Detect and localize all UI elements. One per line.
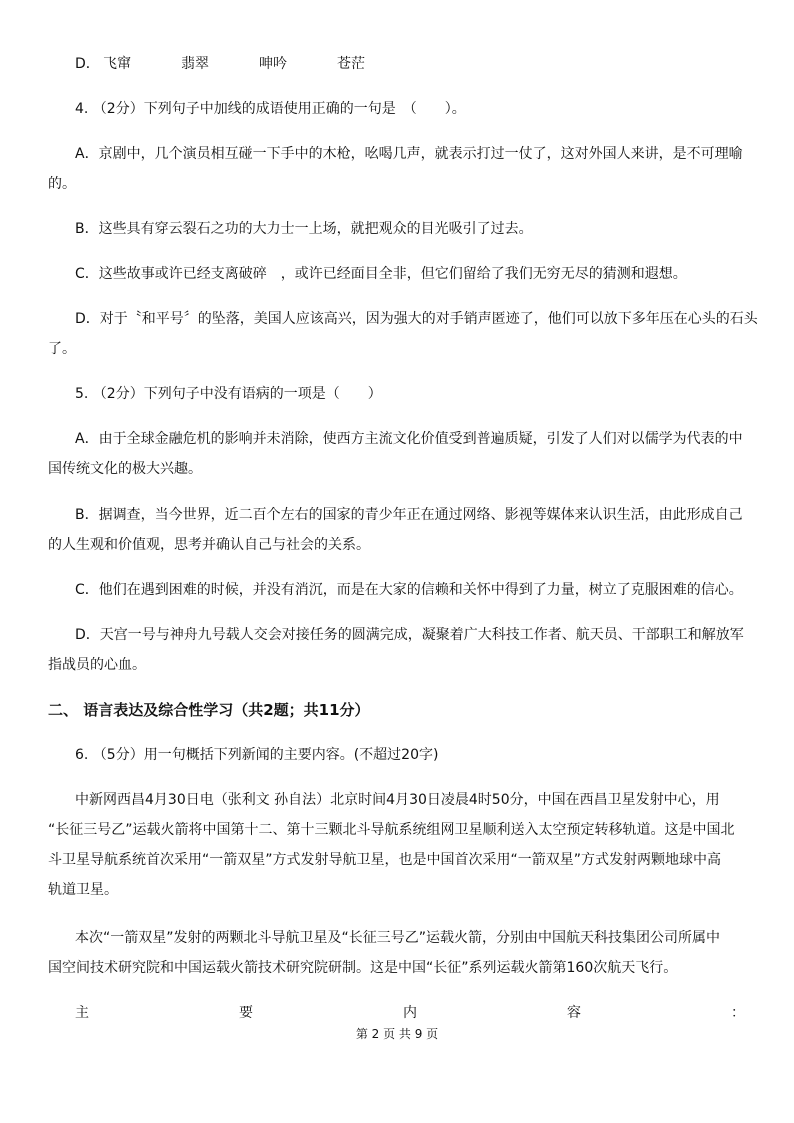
- q6-news-p2-line1: 本次“一箭双星”发射的两颗北斗导航卫星及“长征三号乙”运载火箭，分别由中国航天科技集团公司所属中: [75, 930, 721, 946]
- answer-char-3: 内: [403, 1005, 417, 1021]
- option-word-3: 呻吟: [259, 56, 287, 72]
- q6-stem: 6. （5分）用一句概括下列新闻的主要内容。(不超过20字): [75, 747, 439, 763]
- q4-option-b: B．这些具有穿云裂石之功的大力士一上场，就把观众的目光吸引了过去。: [75, 221, 533, 237]
- answer-char-2: 要: [239, 1005, 253, 1021]
- q5-option-d-line2: 指战员的心血。: [48, 657, 146, 673]
- option-word-2: 翡翠: [181, 56, 209, 72]
- q6-news-p2-line2: 国空间技术研究院和中国运载火箭技术研究院研制。这是中国“长征”系列运载火箭第160次航天飞行。: [48, 960, 678, 976]
- answer-char-4: 容: [567, 1005, 581, 1021]
- q6-news-p1-line1: 中新网西昌4月30日电（张利文 孙自法）北京时间4月30日凌晨4时50分，中国在西昌卫星发射中心，用: [75, 792, 720, 808]
- answer-char-1: 主: [75, 1005, 89, 1021]
- q5-stem: 5. （2分）下列句子中没有语病的一项是（ ）: [75, 386, 382, 402]
- option-word-1: 飞窜: [103, 56, 131, 72]
- q4-option-d-line1: D．对于〝和平号〞的坠落，美国人应该高兴，因为强大的对手销声匿迹了，他们可以放下多年压在心头的石头: [75, 311, 758, 327]
- q5-option-c: C．他们在遇到困难的时候，并没有消沉，而是在大家的信赖和关怀中得到了力量，树立了克服困难的信心。: [75, 582, 743, 598]
- q3-option-d: [75, 54, 748, 74]
- q5-option-b-line1: B．据调查，当今世界，近二百个左右的国家的青少年正在通过网络、影视等媒体来认识生活，由此形成自己: [75, 507, 743, 523]
- q5-option-a-line1: A．由于全球金融危机的影响并未消除，使西方主流文化价值受到普遍质疑，引发了人们对以儒学为代表的中: [75, 431, 743, 447]
- q6-news-p1-line4: 轨道卫星。: [48, 882, 118, 898]
- q4-option-a-line1: A．京剧中，几个演员相互碰一下手中的木枪，吆喝几声，就表示打过一仗了，这对外国人来讲，是不可理喻: [75, 146, 743, 162]
- q6-answer-prompt: [75, 1003, 745, 1023]
- q5-option-b-line2: 的人生观和价值观，思考并确认自己与社会的关系。: [48, 537, 370, 553]
- q6-news-p1-line2: “长征三号乙”运载火箭将中国第十二、第十三颗北斗导航系统组网卫星顺利送入太空预定转移轨道。这是中国北: [48, 822, 735, 838]
- q6-news-p1-line3: 斗卫星导航系统首次采用“一箭双星”方式发射导航卫星，也是中国首次采用“一箭双星”方式发射两颗地球中高: [48, 852, 722, 868]
- q4-option-d-line2: 了。: [48, 341, 76, 357]
- option-word-4: 苍茫: [337, 56, 365, 72]
- q4-option-c: C．这些故事或许已经支离破碎 ，或许已经面目全非，但它们留给了我们无穷无尽的猜测和遐想。: [75, 266, 687, 282]
- q5-option-a-line2: 国传统文化的极大兴趣。: [48, 461, 202, 477]
- q5-option-d-line1: D．天宫一号与神舟九号载人交会对接任务的圆满完成，凝聚着广大科技工作者、航天员、干部职工和解放军: [75, 627, 744, 643]
- option-label: D．: [75, 56, 100, 72]
- page-indicator: 第 2 页 共 9 页: [355, 1027, 439, 1041]
- section-heading: 二、 语言表达及综合性学习（共2题；共11分）: [48, 701, 370, 719]
- q4-stem: 4. （2分）下列句子中加线的成语使用正确的一句是 （ ）。: [75, 101, 466, 117]
- answer-char-5: ：: [731, 1005, 745, 1021]
- q4-option-a-line2: 的。: [48, 176, 76, 192]
